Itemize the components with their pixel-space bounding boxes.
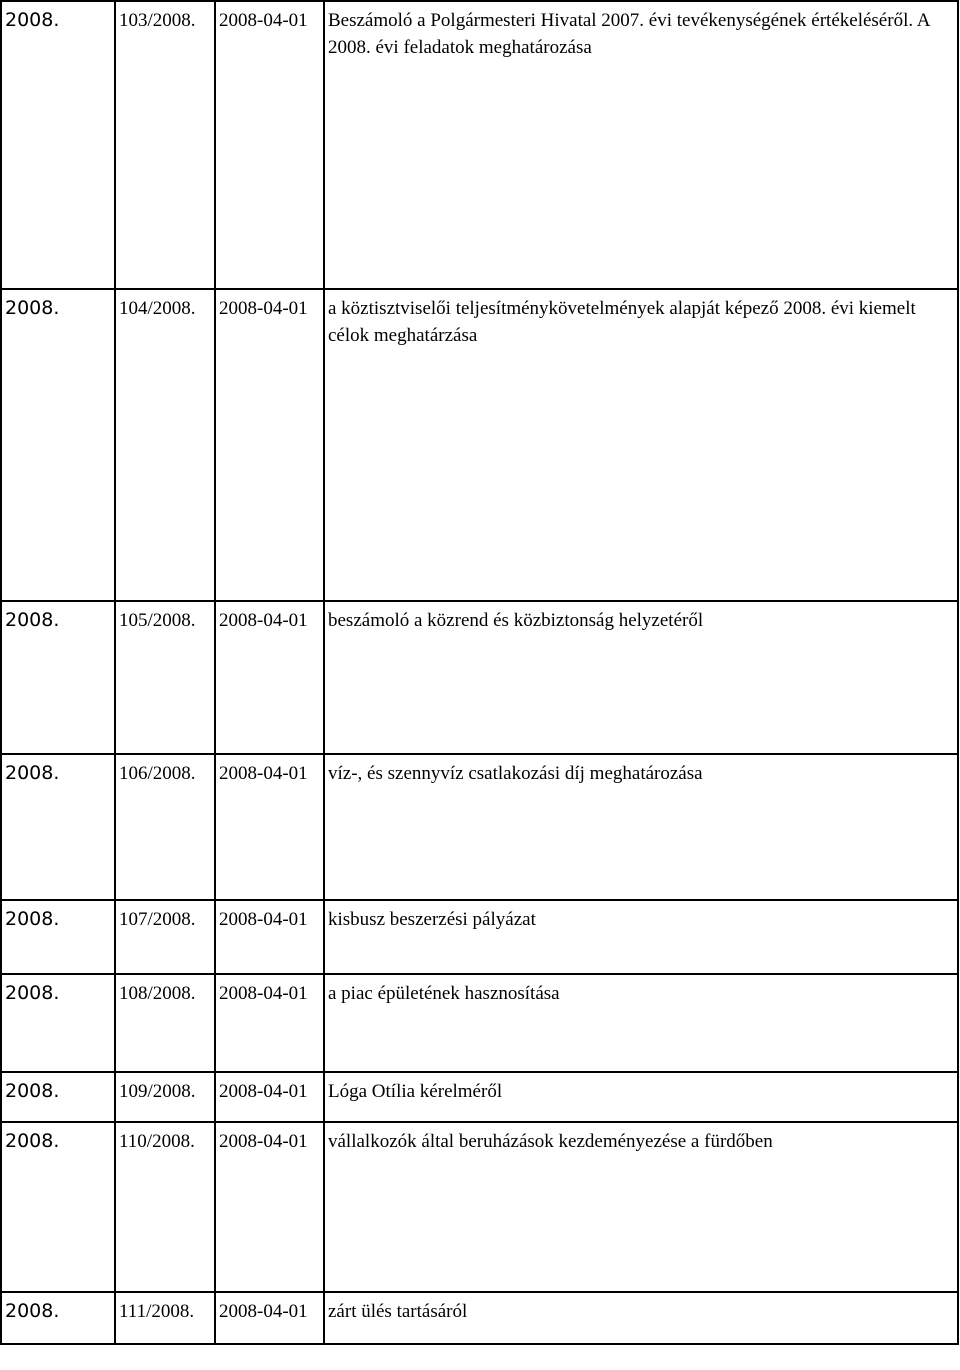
resolution-number-cell: 111/2008.: [115, 1292, 215, 1344]
subject-cell: beszámoló a közrend és közbiztonság helyzetéről: [324, 601, 958, 754]
table-row: [1, 601, 958, 754]
table-row: [1, 1122, 958, 1292]
year-cell: 2008.: [1, 289, 115, 601]
table-row: [1, 1292, 958, 1344]
resolution-number-cell: 109/2008.: [115, 1072, 215, 1122]
year-cell: 2008.: [1, 1, 115, 289]
resolution-number-cell: 103/2008.: [115, 1, 215, 289]
subject-cell: víz-, és szennyvíz csatlakozási díj meghatározása: [324, 754, 958, 900]
date-cell: 2008-04-01: [215, 1, 324, 289]
table-row: [1, 900, 958, 974]
resolution-number-cell: 106/2008.: [115, 754, 215, 900]
resolution-number-cell: 107/2008.: [115, 900, 215, 974]
table-row: [1, 974, 958, 1072]
table-row: [1, 1072, 958, 1122]
resolution-number-cell: 108/2008.: [115, 974, 215, 1072]
table-row: [1, 289, 958, 601]
date-cell: 2008-04-01: [215, 900, 324, 974]
date-cell: 2008-04-01: [215, 1122, 324, 1292]
resolution-number-cell: 110/2008.: [115, 1122, 215, 1292]
year-cell: 2008.: [1, 974, 115, 1072]
subject-cell: a köztisztviselői teljesítménykövetelmények alapját képező 2008. évi kiemelt célok meghatárzása: [324, 289, 958, 601]
subject-cell: a piac épületének hasznosítása: [324, 974, 958, 1072]
date-cell: 2008-04-01: [215, 974, 324, 1072]
year-cell: 2008.: [1, 754, 115, 900]
resolution-number-cell: 105/2008.: [115, 601, 215, 754]
date-cell: 2008-04-01: [215, 601, 324, 754]
date-cell: 2008-04-01: [215, 754, 324, 900]
date-cell: 2008-04-01: [215, 1072, 324, 1122]
year-cell: 2008.: [1, 1122, 115, 1292]
table-row: [1, 754, 958, 900]
year-cell: 2008.: [1, 1072, 115, 1122]
subject-cell: Lóga Otília kérelméről: [324, 1072, 958, 1122]
subject-cell: vállalkozók által beruházások kezdeményezése a fürdőben: [324, 1122, 958, 1292]
year-cell: 2008.: [1, 1292, 115, 1344]
subject-cell: kisbusz beszerzési pályázat: [324, 900, 958, 974]
table-row: [1, 1, 958, 289]
resolution-number-cell: 104/2008.: [115, 289, 215, 601]
year-cell: 2008.: [1, 900, 115, 974]
date-cell: 2008-04-01: [215, 289, 324, 601]
date-cell: 2008-04-01: [215, 1292, 324, 1344]
subject-cell: zárt ülés tartásáról: [324, 1292, 958, 1344]
subject-cell: Beszámoló a Polgármesteri Hivatal 2007. évi tevékenységének értékeléséről. A 2008. évi feladatok meghatározása: [324, 1, 958, 289]
year-cell: 2008.: [1, 601, 115, 754]
